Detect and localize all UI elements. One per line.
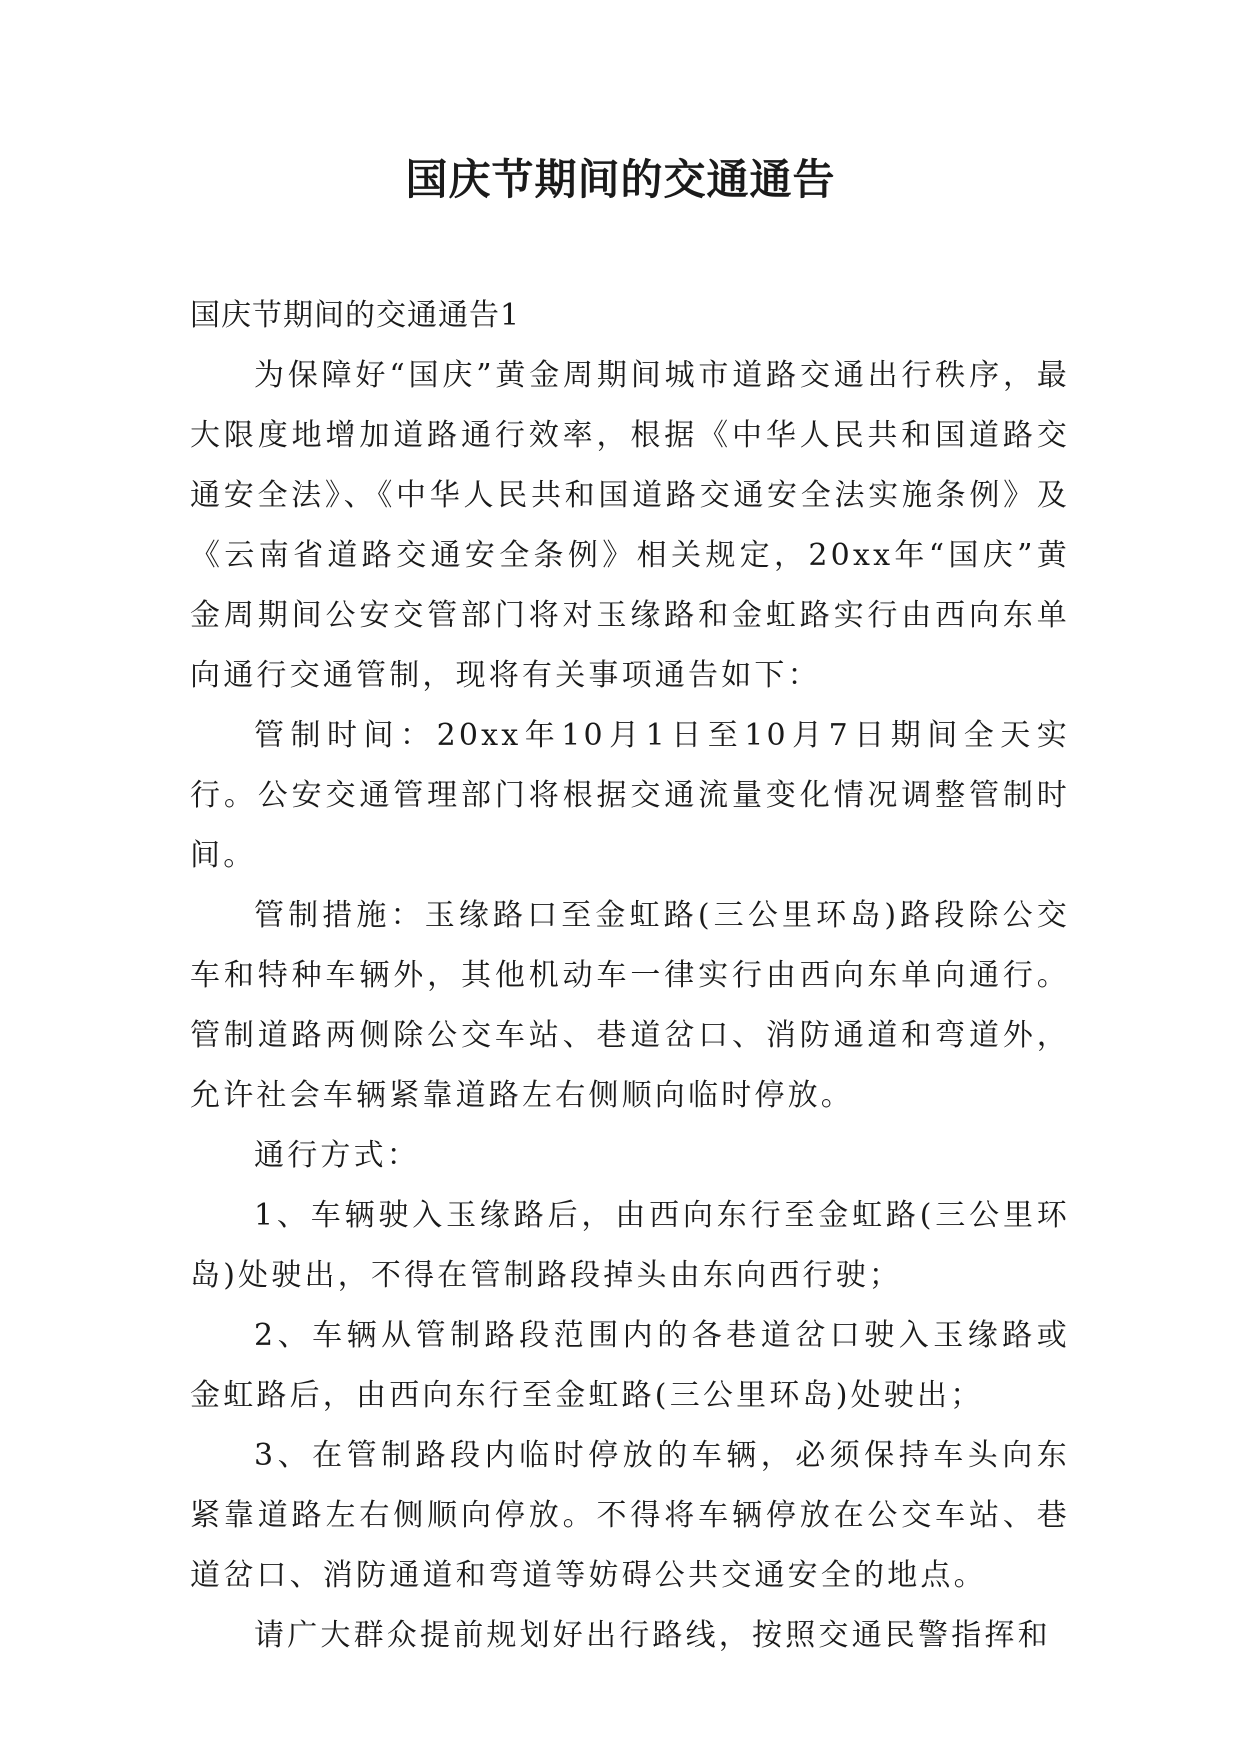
paragraph-rule-2: 2、车辆从管制路段范围内的各巷道岔口驶入玉缘路或金虹路后，由西向东行至金虹路(三公里环岛)处驶出； (190, 1318, 1070, 1413)
paragraph-control-time: 管制时间：20xx年10月1日至10月7日期间全天实行。公安交通管理部门将根据交通流量变化情况调整管制时间。 (190, 718, 1070, 873)
paragraph-intro: 为保障好“国庆”黄金周期间城市道路交通出行秩序，最大限度地增加道路通行效率，根据《中华人民共和国道路交通安全法》、《中华人民共和国道路交通安全法实施条例》及《云南省道路交通安全条例》相关规定，20xx年“国庆”黄金周期间公安交管部门将对玉缘路和金虹路实行由西向东单向通行交通管制，现将有关事项通告如下： (190, 358, 1070, 693)
document-title: 国庆节期间的交通通告 (405, 155, 836, 204)
section-heading: 国庆节期间的交通通告1 (190, 298, 521, 333)
document-body (190, 286, 1070, 1666)
paragraph-traffic-mode: 通行方式： (254, 1138, 420, 1173)
paragraph-rule-1: 1、车辆驶入玉缘路后，由西向东行至金虹路(三公里环岛)处驶出，不得在管制路段掉头由东向西行驶； (190, 1198, 1070, 1293)
paragraph-closing: 请广大群众提前规划好出行路线，按照交通民警指挥和 (254, 1618, 1051, 1653)
paragraph-control-measures: 管制措施：玉缘路口至金虹路(三公里环岛)路段除公交车和特种车辆外，其他机动车一律实行由西向东单向通行。管制道路两侧除公交车站、巷道岔口、消防通道和弯道外，允许社会车辆紧靠道路左右侧顺向临时停放。 (190, 898, 1070, 1113)
paragraph-rule-3: 3、在管制路段内临时停放的车辆，必须保持车头向东紧靠道路左右侧顺向停放。不得将车辆停放在公交车站、巷道岔口、消防通道和弯道等妨碍公共交通安全的地点。 (190, 1438, 1070, 1593)
